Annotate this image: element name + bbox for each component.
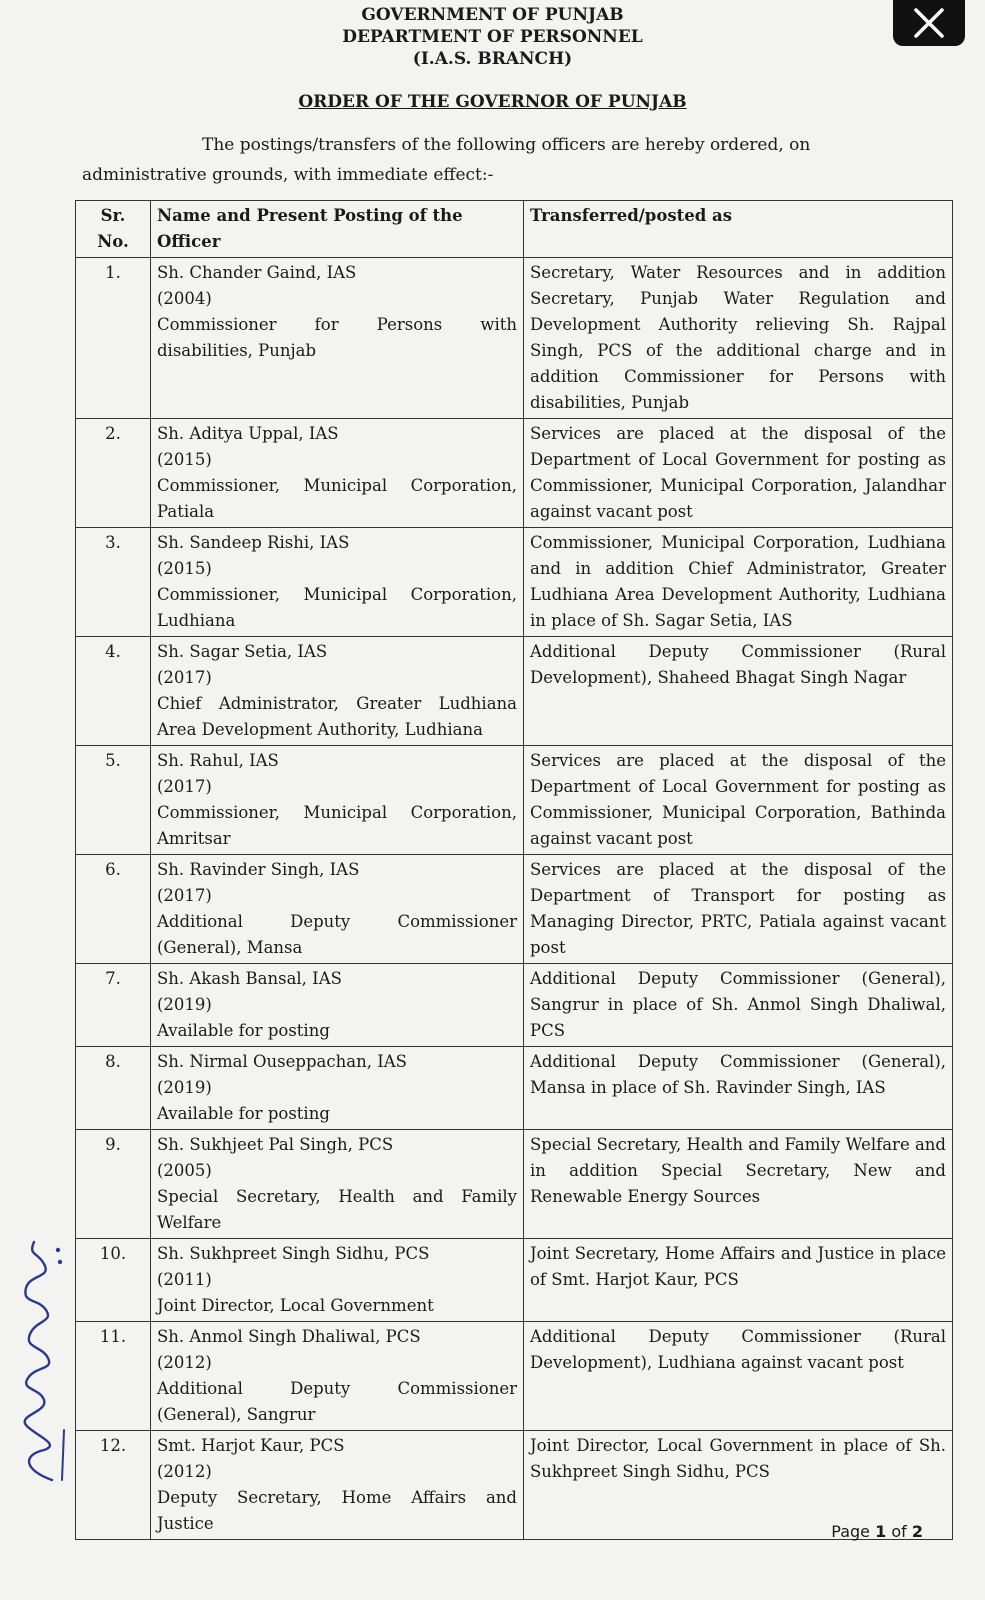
header-transferred: Transferred/posted as <box>524 201 953 258</box>
cell-officer <box>151 746 524 855</box>
cell-sr-no: 5. <box>76 746 151 855</box>
cell-officer <box>151 855 524 964</box>
officer-batch: (2017) <box>157 886 212 905</box>
cell-sr-no: 6. <box>76 855 151 964</box>
cell-officer <box>151 1130 524 1239</box>
cell-transferred-posted: Joint Director, Local Government in place of Sh. Sukhpreet Singh Sidhu, PCS <box>524 1431 953 1540</box>
header-branch: (I.A.S. BRANCH) <box>412 49 573 69</box>
document-header <box>0 4 985 70</box>
officer-batch: (2012) <box>157 1462 212 1481</box>
table-row <box>76 1431 953 1540</box>
table-header-row <box>76 201 953 258</box>
handwritten-signature <box>4 1230 76 1490</box>
cell-transferred-posted: Commissioner, Municipal Corporation, Ludhiana and in addition Chief Administrator, Greater Ludhiana Area Development Authority, Ludhiana in place of Sh. Sagar Setia, IAS <box>524 528 953 637</box>
cell-sr-no: 12. <box>76 1431 151 1540</box>
cell-sr-no: 9. <box>76 1130 151 1239</box>
cell-sr-no: 2. <box>76 419 151 528</box>
present-posting: Chief Administrator, Greater Ludhiana Area Development Authority, Ludhiana <box>157 694 517 739</box>
officer-batch: (2019) <box>157 995 212 1014</box>
page-current: 1 <box>875 1522 887 1541</box>
officer-batch: (2017) <box>157 777 212 796</box>
officer-batch: (2005) <box>157 1161 212 1180</box>
officer-name: Sh. Rahul, IAS <box>157 751 279 770</box>
present-posting: Commissioner, Municipal Corporation, Amritsar <box>157 803 517 848</box>
present-posting: Special Secretary, Health and Family Welfare <box>157 1187 517 1232</box>
cell-transferred-posted: Additional Deputy Commissioner (Rural Development), Ludhiana against vacant post <box>524 1322 953 1431</box>
cell-sr-no: 1. <box>76 258 151 419</box>
cell-officer <box>151 637 524 746</box>
cell-transferred-posted: Additional Deputy Commissioner (General), Mansa in place of Sh. Ravinder Singh, IAS <box>524 1047 953 1130</box>
table-row <box>76 1130 953 1239</box>
table-row <box>76 419 953 528</box>
officer-name: Sh. Nirmal Ouseppachan, IAS <box>157 1052 407 1071</box>
cell-officer <box>151 964 524 1047</box>
order-title: ORDER OF THE GOVERNOR OF PUNJAB <box>298 92 687 112</box>
present-posting: Available for posting <box>157 1021 330 1040</box>
cell-sr-no: 4. <box>76 637 151 746</box>
officer-batch: (2012) <box>157 1353 212 1372</box>
cell-transferred-posted: Services are placed at the disposal of the Department of Local Government for posting as Commissioner, Municipal Corporation, Bathinda against vacant post <box>524 746 953 855</box>
cell-sr-no: 11. <box>76 1322 151 1431</box>
officer-name: Sh. Akash Bansal, IAS <box>157 969 342 988</box>
cell-transferred-posted: Services are placed at the disposal of the Department of Local Government for posting as Commissioner, Municipal Corporation, Jalandhar against vacant post <box>524 419 953 528</box>
officer-name: Sh. Anmol Singh Dhaliwal, PCS <box>157 1327 421 1346</box>
officer-name: Sh. Chander Gaind, IAS <box>157 263 357 282</box>
cell-transferred-posted: Services are placed at the disposal of the Department of Transport for posting as Managing Director, PRTC, Patiala against vacant post <box>524 855 953 964</box>
cell-officer <box>151 419 524 528</box>
header-sr-no: Sr. No. <box>76 201 151 258</box>
officer-name: Sh. Aditya Uppal, IAS <box>157 424 339 443</box>
present-posting: Commissioner for Persons with disabilities, Punjab <box>157 315 517 360</box>
header-government: GOVERNMENT OF PUNJAB <box>361 5 624 25</box>
table-row <box>76 258 953 419</box>
officer-name: Sh. Sagar Setia, IAS <box>157 642 328 661</box>
cell-officer <box>151 528 524 637</box>
intro-paragraph: The postings/transfers of the following officers are hereby ordered, on administrative grounds, with immediate effect:- <box>82 135 811 185</box>
table-row <box>76 1047 953 1130</box>
officer-batch: (2019) <box>157 1078 212 1097</box>
header-department: DEPARTMENT OF PERSONNEL <box>342 27 643 47</box>
officer-batch: (2004) <box>157 289 212 308</box>
table-row <box>76 528 953 637</box>
page-total: 2 <box>911 1522 923 1541</box>
cell-officer <box>151 1239 524 1322</box>
officer-batch: (2017) <box>157 668 212 687</box>
present-posting: Additional Deputy Commissioner (General), Mansa <box>157 912 517 957</box>
cell-officer <box>151 258 524 419</box>
table-row <box>76 964 953 1047</box>
table-row <box>76 637 953 746</box>
present-posting: Available for posting <box>157 1104 330 1123</box>
officer-name: Sh. Ravinder Singh, IAS <box>157 860 360 879</box>
cell-officer <box>151 1322 524 1431</box>
cell-sr-no: 3. <box>76 528 151 637</box>
cell-sr-no: 8. <box>76 1047 151 1130</box>
officer-name: Sh. Sukhpreet Singh Sidhu, PCS <box>157 1244 430 1263</box>
cell-transferred-posted: Additional Deputy Commissioner (General), Sangrur in place of Sh. Anmol Singh Dhaliwal, PCS <box>524 964 953 1047</box>
cell-sr-no: 10. <box>76 1239 151 1322</box>
header-name-posting: Name and Present Posting of the Officer <box>151 201 524 258</box>
present-posting: Commissioner, Municipal Corporation, Patiala <box>157 476 517 521</box>
cell-sr-no: 7. <box>76 964 151 1047</box>
officer-name: Smt. Harjot Kaur, PCS <box>157 1436 345 1455</box>
officer-batch: (2011) <box>157 1270 212 1289</box>
cell-officer <box>151 1431 524 1540</box>
present-posting: Joint Director, Local Government <box>157 1296 434 1315</box>
cell-transferred-posted: Special Secretary, Health and Family Welfare and in addition Special Secretary, New and Renewable Energy Sources <box>524 1130 953 1239</box>
table-row <box>76 1239 953 1322</box>
officer-batch: (2015) <box>157 559 212 578</box>
table-row <box>76 746 953 855</box>
cell-transferred-posted: Additional Deputy Commissioner (Rural Development), Shaheed Bhagat Singh Nagar <box>524 637 953 746</box>
cell-transferred-posted: Joint Secretary, Home Affairs and Justice in place of Smt. Harjot Kaur, PCS <box>524 1239 953 1322</box>
page-number <box>831 1522 923 1541</box>
page-word: Page <box>831 1522 871 1541</box>
officer-name: Sh. Sandeep Rishi, IAS <box>157 533 350 552</box>
page-of: of <box>891 1522 907 1541</box>
table-row <box>76 1322 953 1431</box>
present-posting: Additional Deputy Commissioner (General), Sangrur <box>157 1379 517 1424</box>
cell-officer <box>151 1047 524 1130</box>
present-posting: Deputy Secretary, Home Affairs and Justice <box>157 1488 517 1533</box>
officer-name: Sh. Sukhjeet Pal Singh, PCS <box>157 1135 394 1154</box>
table-row <box>76 855 953 964</box>
table-body <box>76 258 953 1540</box>
postings-table <box>75 200 953 1540</box>
cell-transferred-posted: Secretary, Water Resources and in addition Secretary, Punjab Water Regulation and Development Authority relieving Sh. Rajpal Singh, PCS of the additional charge and in addition Commissioner for Persons with disabilities, Punjab <box>524 258 953 419</box>
officer-batch: (2015) <box>157 450 212 469</box>
present-posting: Commissioner, Municipal Corporation, Ludhiana <box>157 585 517 630</box>
